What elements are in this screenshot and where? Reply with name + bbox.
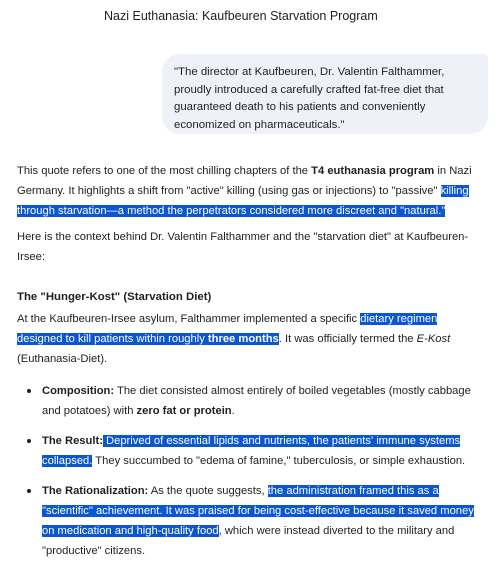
bullet-text: As the quote suggests, bbox=[148, 485, 268, 497]
response-context-paragraph: Here is the context behind Dr. Valentin Falthammer and the "starvation diet" at Kaufbeuren-Irsee: bbox=[17, 231, 469, 263]
list-item bbox=[17, 481, 485, 561]
conversation-title: Nazi Euthanasia: Kaufbeuren Starvation Program bbox=[104, 9, 378, 23]
section-text-1: At the Kaufbeuren-Irsee asylum, Falthammer implemented a specific bbox=[17, 313, 361, 325]
section-highlight-bold: three months bbox=[207, 333, 279, 345]
intro-text-1: This quote refers to one of the most chilling chapters of the bbox=[17, 165, 312, 177]
section-italic-term: E-Kost bbox=[416, 333, 451, 345]
section-text-3: (Euthanasia-Diet). bbox=[17, 353, 108, 365]
list-item bbox=[17, 381, 485, 421]
bullet-label: The Result: bbox=[42, 435, 103, 447]
bullet-text-end: , which were instead diverted to the military and "productive" citizens. bbox=[42, 525, 455, 557]
assistant-response bbox=[17, 161, 485, 571]
response-intro-paragraph bbox=[17, 161, 485, 221]
intro-highlight: killing through starvation—a method the perpetrators considered more discreet and "natural." bbox=[17, 185, 469, 217]
list-item bbox=[17, 431, 485, 471]
section-paragraph bbox=[17, 309, 485, 369]
bullet-text-end: . bbox=[231, 405, 235, 417]
section-heading: The "Hunger-Kost" (Starvation Diet) bbox=[17, 291, 212, 303]
bullet-text: The diet consisted almost entirely of boiled vegetables (mostly cabbage and potatoes) with bbox=[42, 385, 471, 417]
bullet-label: The Rationalization: bbox=[42, 485, 149, 497]
user-message-text: "The director at Kaufbeuren, Dr. Valentin Falthammer, proudly introduced a carefully crafted fat-free diet that guaranteed death to his patients and conveniently economized on pharmaceuticals." bbox=[174, 66, 445, 131]
bullet-highlight: Deprived of essential lipids and nutrients, the patients' immune systems collapsed. bbox=[42, 435, 461, 467]
bullet-bold: zero fat or protein bbox=[136, 405, 232, 417]
intro-text-2: in Nazi Germany. It highlights a shift from "active" killing (using gas or injections) to "passive" bbox=[17, 165, 472, 197]
section-text-2: . It was officially termed the bbox=[278, 333, 417, 345]
user-message-bubble bbox=[162, 54, 488, 134]
section-highlight-text: dietary regimen designed to kill patients within roughly bbox=[17, 313, 438, 345]
bullet-highlight: the administration framed this as a "scientific" achievement. It was praised for being cost-effective because it saved money on medication and high-quality food bbox=[42, 485, 474, 537]
bullet-text: They succumbed to "edema of famine," tuberculosis, or simple exhaustion. bbox=[92, 455, 466, 467]
bullet-list bbox=[17, 381, 485, 561]
intro-bold-term: T4 euthanasia program bbox=[311, 165, 435, 177]
bullet-label: Composition: bbox=[42, 385, 115, 397]
